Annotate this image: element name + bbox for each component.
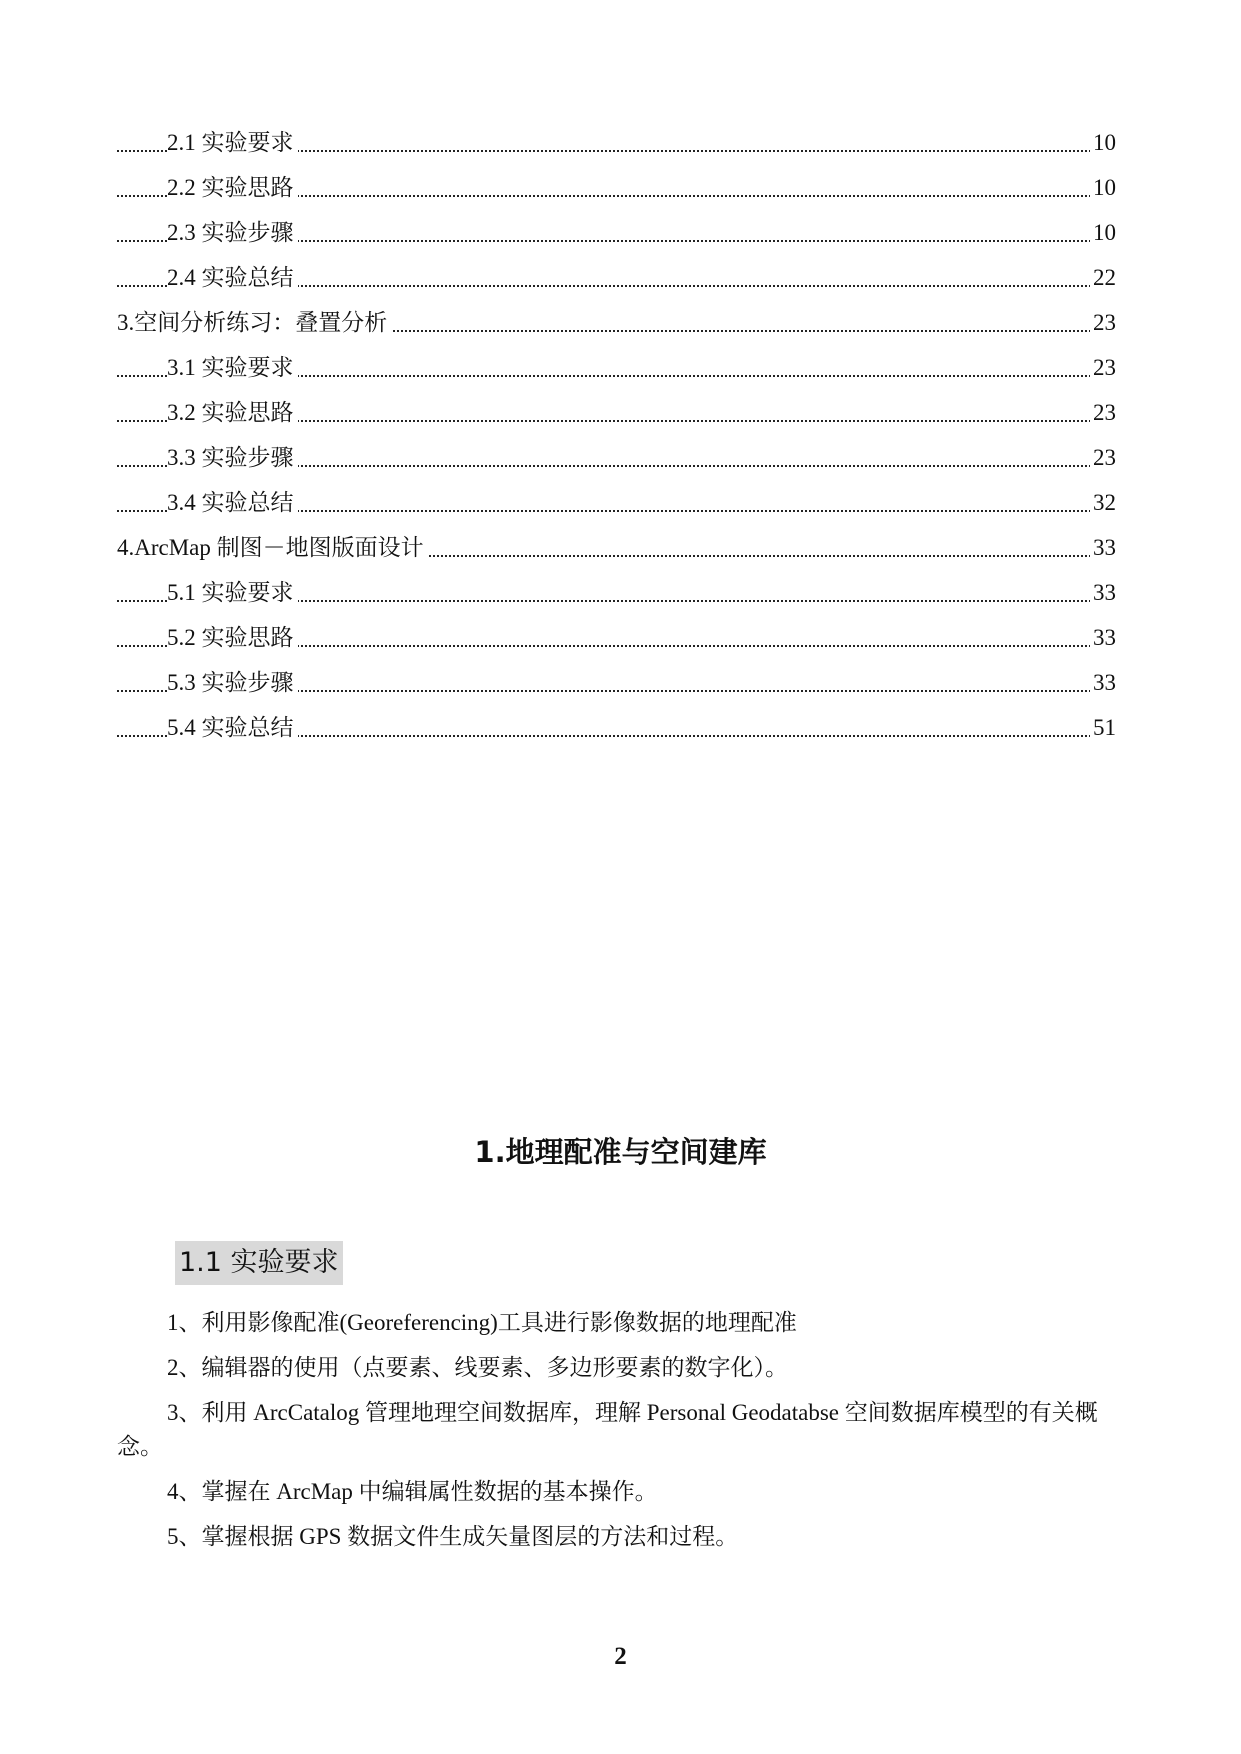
toc-entry[interactable] bbox=[0, 573, 1241, 613]
toc-entry-page: 32 bbox=[1090, 483, 1116, 523]
toc-entry-page: 51 bbox=[1090, 708, 1116, 748]
toc-entry-label: 5.1 实验要求 bbox=[167, 573, 298, 613]
toc-entry[interactable] bbox=[0, 483, 1241, 523]
requirement-text: 2、编辑器的使用（点要素、线要素、多边形要素的数字化）。 bbox=[167, 1355, 788, 1380]
toc-entry-page: 10 bbox=[1090, 168, 1116, 208]
toc-entry-label: 2.3 实验步骤 bbox=[167, 213, 298, 253]
requirement-item bbox=[117, 1520, 1107, 1554]
toc-entry[interactable] bbox=[0, 438, 1241, 478]
toc-entry-page: 33 bbox=[1090, 573, 1116, 613]
toc-entry[interactable] bbox=[0, 528, 1241, 568]
toc-entry[interactable] bbox=[0, 708, 1241, 748]
toc-entry-label: 3.1 实验要求 bbox=[167, 348, 298, 388]
toc-entry-label: 5.2 实验思路 bbox=[167, 618, 298, 658]
toc-entry[interactable] bbox=[0, 663, 1241, 703]
toc-entry-page: 10 bbox=[1090, 213, 1116, 253]
toc-entry-label: 2.1 实验要求 bbox=[167, 123, 298, 163]
toc-entry-label: 2.4 实验总结 bbox=[167, 258, 298, 298]
toc-entry[interactable] bbox=[0, 393, 1241, 433]
toc-entry-page: 23 bbox=[1090, 303, 1116, 343]
section-title: 1.地理配准与空间建库 bbox=[474, 1135, 767, 1169]
toc-entry[interactable] bbox=[0, 618, 1241, 658]
toc-entry-label: 3.4 实验总结 bbox=[167, 483, 298, 523]
requirement-item bbox=[117, 1306, 1107, 1340]
toc-entry[interactable] bbox=[0, 258, 1241, 298]
toc-entry-label: 4.ArcMap 制图－地图版面设计 bbox=[117, 528, 428, 568]
toc-entry-label: 3.3 实验步骤 bbox=[167, 438, 298, 478]
requirement-text: 5、掌握根据 GPS 数据文件生成矢量图层的方法和过程。 bbox=[167, 1524, 739, 1549]
toc-entry[interactable] bbox=[0, 348, 1241, 388]
toc-entry-label: 2.2 实验思路 bbox=[167, 168, 298, 208]
toc-entry-page: 33 bbox=[1090, 618, 1116, 658]
toc-entry-page: 23 bbox=[1090, 393, 1116, 433]
requirement-text: 1、利用影像配准(Georeferencing)工具进行影像数据的地理配准 bbox=[167, 1310, 797, 1335]
toc-entry[interactable] bbox=[0, 303, 1241, 343]
toc-entry[interactable] bbox=[0, 213, 1241, 253]
toc-entry-page: 23 bbox=[1090, 438, 1116, 478]
toc-entry-label: 5.4 实验总结 bbox=[167, 708, 298, 748]
toc-entry-page: 33 bbox=[1090, 663, 1116, 703]
toc-entry-page: 22 bbox=[1090, 258, 1116, 298]
toc-entry-page: 23 bbox=[1090, 348, 1116, 388]
subsection-title: 1.1 实验要求 bbox=[175, 1241, 343, 1285]
toc-entry[interactable] bbox=[0, 168, 1241, 208]
requirement-text: 4、掌握在 ArcMap 中编辑属性数据的基本操作。 bbox=[167, 1479, 658, 1504]
requirement-text: 3、利用 ArcCatalog 管理地理空间数据库，理解 Personal Geodatabse 空间数据库模型的有关概念。 bbox=[117, 1400, 1098, 1459]
toc-entry-page: 10 bbox=[1090, 123, 1116, 163]
toc-entry-label: 3.空间分析练习：叠置分析 bbox=[117, 303, 391, 343]
requirement-item bbox=[117, 1396, 1107, 1464]
toc-entry-label: 3.2 实验思路 bbox=[167, 393, 298, 433]
requirement-item bbox=[117, 1351, 1107, 1385]
toc-entry[interactable] bbox=[0, 123, 1241, 163]
toc-entry-page: 33 bbox=[1090, 528, 1116, 568]
toc-entry-label: 5.3 实验步骤 bbox=[167, 663, 298, 703]
page-number: 2 bbox=[614, 1643, 627, 1670]
requirement-item bbox=[117, 1475, 1107, 1509]
